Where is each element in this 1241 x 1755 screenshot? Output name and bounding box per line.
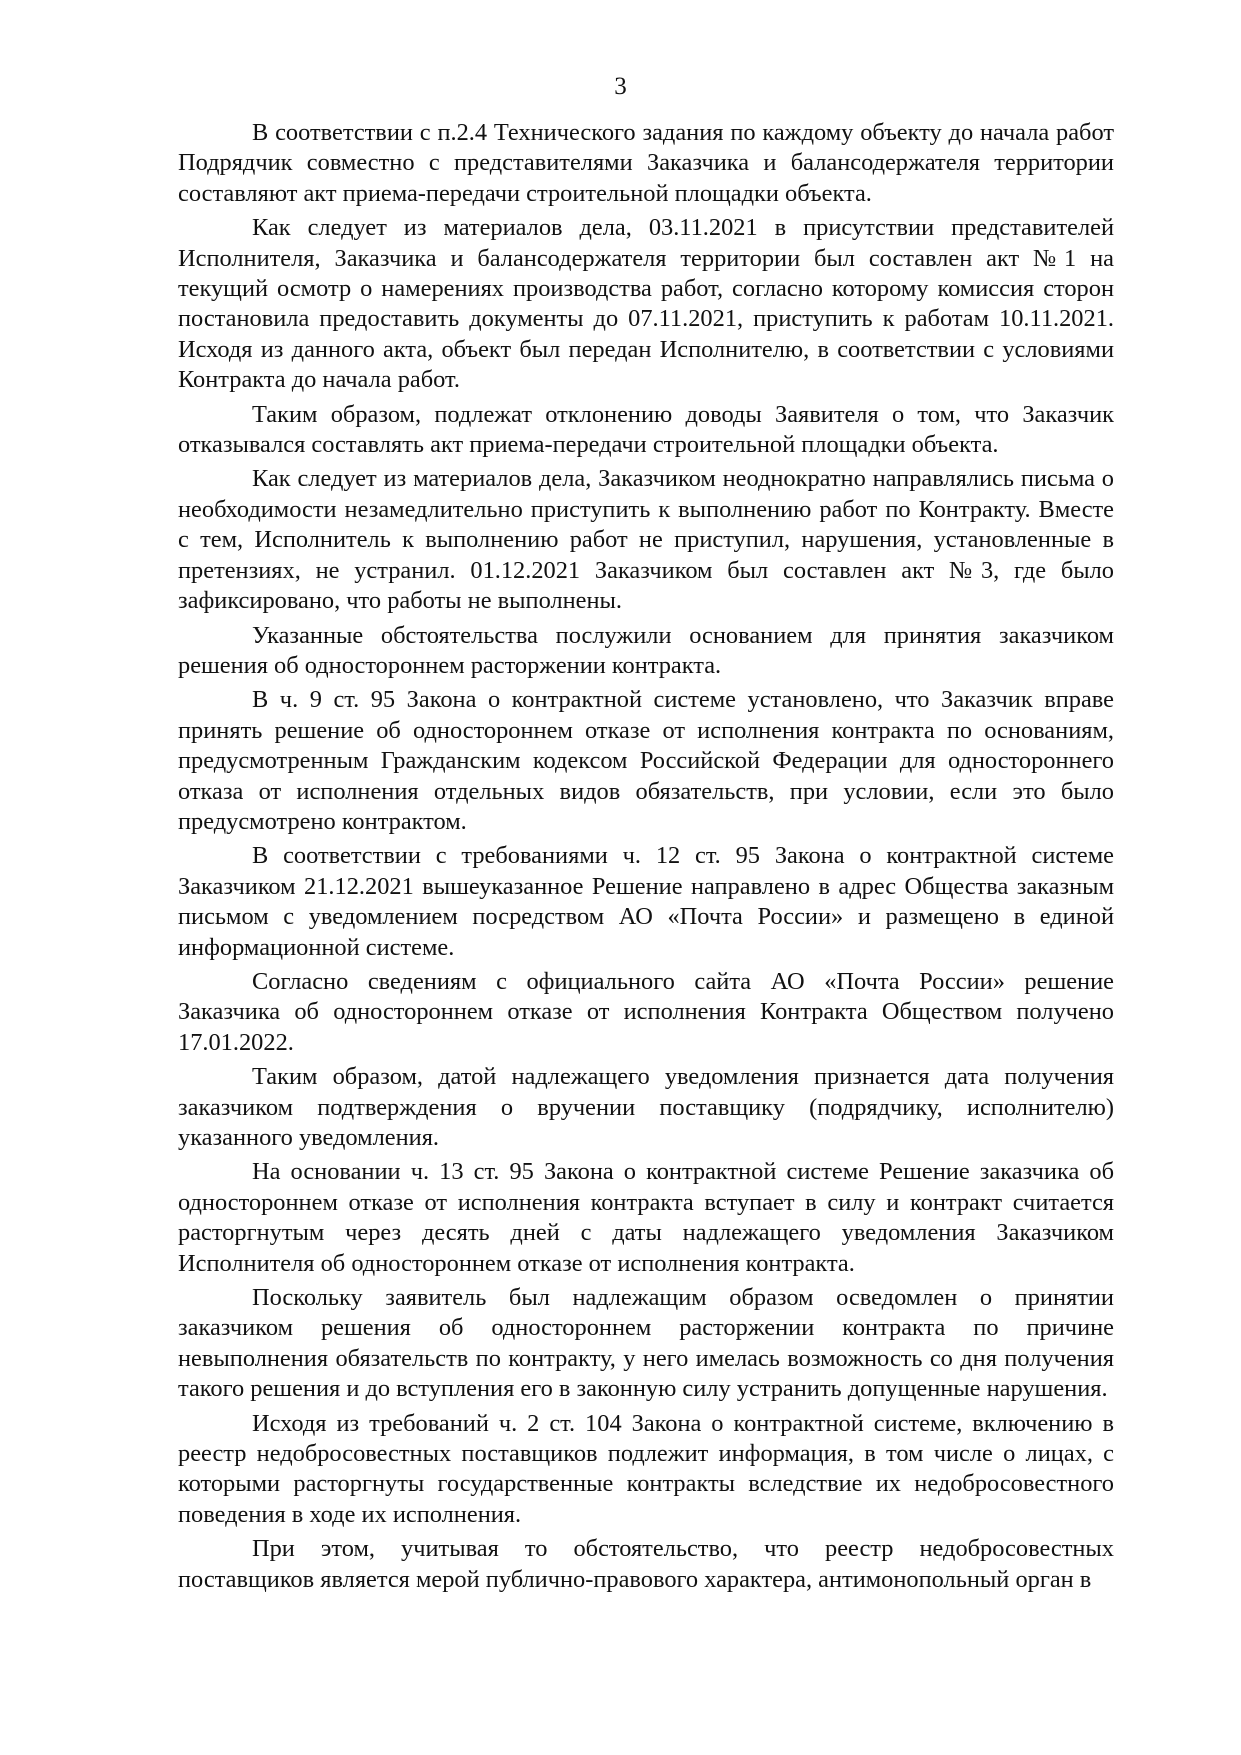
paragraph-13: При этом, учитывая то обстоятельство, что реестр недобросовестных поставщиков является мерой публично-правового характера, антимонопольный орган в	[178, 1535, 1114, 1593]
paragraph-1: В соответствии с п.2.4 Технического задания по каждому объекту до начала работ Подрядчик совместно с представителями Заказчика и балансодержателя территории составляют акт приема-передачи строительной площадки объекта.	[178, 119, 1114, 207]
paragraph-5: Указанные обстоятельства послужили основанием для принятия заказчиком решения об одностороннем расторжении контракта.	[178, 621, 1114, 679]
paragraph-10: На основании ч. 13 ст. 95 Закона о контрактной системе Решение заказчика об одностороннем отказе от исполнения контракта вступает в силу и контракт считается расторгнутым через десять дней с даты надлежащего уведомления Заказчиком Исполнителя об одностороннем отказе от исполнения контракта.	[178, 1158, 1114, 1277]
paragraph-11: Поскольку заявитель был надлежащим образом осведомлен о принятии заказчиком решения об одностороннем расторжении контракта по причине невыполнения обязательств по контракту, у него имелась возможность со дня получения такого решения и до вступления его в законную силу устранить допущенные нарушения.	[178, 1284, 1114, 1403]
paragraph-6: В ч. 9 ст. 95 Закона о контрактной системе установлено, что Заказчик вправе принять решение об одностороннем отказе от исполнения контракта по основаниям, предусмотренным Гражданским кодексом Российской Федерации для одностороннего отказа от исполнения отдельных видов обязательств, при условии, если это было предусмотрено контрактом.	[178, 686, 1114, 835]
document-body	[178, 118, 1114, 1599]
paragraph-12: Исходя из требований ч. 2 ст. 104 Закона о контрактной системе, включению в реестр недобросовестных поставщиков подлежит информация, в том числе о лицах, с которыми расторгнуты государственные контракты вследствие их недобросовестного поведения в ходе их исполнения.	[178, 1409, 1114, 1528]
paragraph-4: Как следует из материалов дела, Заказчиком неоднократно направлялись письма о необходимости незамедлительно приступить к выполнению работ по Контракту. Вместе с тем, Исполнитель к выполнению работ не приступил, нарушения, установленные в претензиях, не устранил. 01.12.2021 Заказчиком был составлен акт №3, где было зафиксировано, что работы не выполнены.	[178, 465, 1114, 615]
paragraph-2: Как следует из материалов дела, 03.11.2021 в присутствии представителей Исполнителя, Заказчика и балансодержателя территории был составлен акт №1 на текущий осмотр о намерениях производства работ, согласно которому комиссия сторон постановила предоставить документы до 07.11.2021, приступить к работам 10.11.2021. Исходя из данного акта, объект был передан Исполнителю, в соответствии с условиями Контракта до начала работ.	[178, 214, 1114, 394]
page-number: 3	[614, 73, 627, 100]
paragraph-8: Согласно сведениям с официального сайта АО «Почта России» решение Заказчика об одностороннем отказе от исполнения Контракта Обществом получено 17.01.2022.	[178, 967, 1114, 1056]
paragraph-3: Таким образом, подлежат отклонению доводы Заявителя о том, что Заказчик отказывался составлять акт приема-передачи строительной площадки объекта.	[178, 400, 1114, 459]
paragraph-9: Таким образом, датой надлежащего уведомления признается дата получения заказчиком подтверждения о вручении поставщику (подрядчику, исполнителю) указанного уведомления.	[178, 1063, 1114, 1151]
paragraph-7: В соответствии с требованиями ч. 12 ст. 95 Закона о контрактной системе Заказчиком 21.12.2021 вышеуказанное Решение направлено в адрес Общества заказным письмом с уведомлением посредством АО «Почта России» и размещено в единой информационной системе.	[178, 842, 1114, 961]
